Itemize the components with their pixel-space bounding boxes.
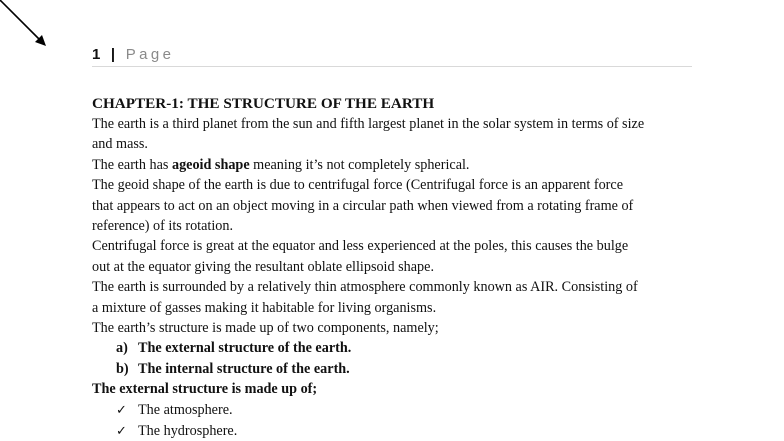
checkmark-icon: ✓ <box>116 402 127 418</box>
mouse-pointer-arrow-icon <box>0 0 60 60</box>
paragraph-line: The earth’s structure is made up of two components, namely; <box>92 320 439 337</box>
page-header <box>92 46 692 67</box>
paragraph-text: meaning it’s not completely spherical. <box>249 156 470 173</box>
list-item-text: The external structure of the earth. <box>138 340 352 357</box>
document-body <box>92 93 712 441</box>
checkmark-icon: ✓ <box>116 424 127 440</box>
checklist-item <box>92 400 712 421</box>
paragraph-line: The earth is a third planet from the sun and fifth largest planet in the solar system in terms of size <box>92 116 645 132</box>
paragraph-line: a mixture of gasses making it habitable for living organisms. <box>92 299 437 316</box>
paragraph-line: that appears to act on an object moving in a circular path when viewed from a rotating frame of <box>92 197 634 214</box>
page-number: 1 <box>92 46 103 63</box>
paragraph-line: and mass. <box>92 136 148 153</box>
paragraph-line: out at the equator giving the resultant oblate ellipsoid shape. <box>92 258 434 275</box>
paragraph-geoid <box>92 155 712 175</box>
bold-term: ageoid shape <box>171 156 250 173</box>
page-separator: | <box>110 46 118 63</box>
list-item <box>92 359 712 379</box>
list-item-text: The internal structure of the earth. <box>138 360 350 377</box>
list-item <box>92 338 712 358</box>
list-marker: a) <box>116 340 128 357</box>
paragraph-line: Centrifugal force is great at the equator and less experienced at the poles, this causes the bulge <box>92 238 629 255</box>
paragraph-line: The geoid shape of the earth is due to centrifugal force (Centrifugal force is an apparent force <box>92 177 624 194</box>
page-label: Page <box>125 46 175 63</box>
paragraph-line: reference) of its rotation. <box>92 218 234 235</box>
checklist-item <box>92 421 712 441</box>
paragraph-line: The earth is surrounded by a relatively thin atmosphere commonly known as AIR. Consisting of <box>92 279 638 296</box>
list-marker: b) <box>116 360 129 377</box>
section-heading: The external structure is made up of; <box>92 381 318 398</box>
paragraph-text: The earth has <box>92 156 172 173</box>
chapter-title: CHAPTER-1: THE STRUCTURE OF THE EARTH <box>92 95 435 112</box>
checklist-item-text: The atmosphere. <box>138 401 233 418</box>
checklist-item-text: The hydrosphere. <box>138 423 238 440</box>
